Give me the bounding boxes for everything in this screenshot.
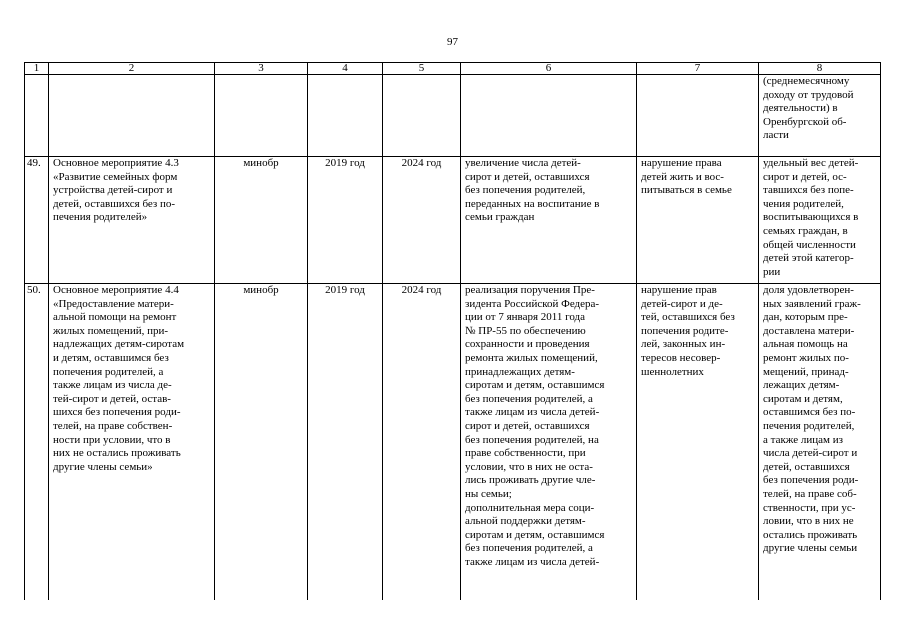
text-line: детей жить и вос- [641,170,724,183]
row-number [25,75,49,157]
text-line: семьи граждан [465,211,535,224]
text-line: ции от 7 января 2011 года [465,311,586,324]
text-line: также лицам из числа детей- [465,406,600,419]
program-measures-table [24,62,881,600]
text-line: доходу от трудовой [763,88,854,101]
text-line: лись проживать другие чле- [465,474,596,487]
text-line: нарушение права [641,157,722,169]
text-line: воспитывающихся в [763,211,859,224]
text-line: детей, оставшихся без по- [53,197,176,210]
text-line: и детям, оставшимся без [53,351,169,364]
text-line: без попечения родителей, а [465,392,593,405]
column-number: 3 [215,63,308,75]
text-line: «Предоставление матери- [53,297,174,310]
text-line: сохранности и проведения [465,338,590,351]
column-number: 5 [383,63,461,75]
text-line: тей, оставшихся без [641,311,735,324]
text-line: также лицам из числа де- [53,379,172,392]
text-line: а также лицам из [763,433,843,446]
text-line: шеннолетних [641,365,704,378]
row-number: 50. [25,284,49,600]
text-line: ловии, что в них не [763,515,854,528]
text-line: доставлена матери- [763,324,855,337]
text-line: сирот и детей, оставшихся [465,170,590,183]
text-line: чения родителей, [763,197,844,210]
page-number: 97 [447,36,458,48]
text-line: ремонт жилых по- [763,351,849,364]
text-line: мещений, принад- [763,365,849,378]
text-line: без попечения родителей, [465,184,586,197]
expected-result-cell [461,75,637,157]
text-line: увеличение числа детей- [465,157,581,169]
table-row [25,157,881,284]
text-line: лежащих детям- [763,379,840,392]
column-number: 4 [308,63,383,75]
text-line: рии [763,265,781,278]
text-line: лей, законных ин- [641,338,726,351]
text-line: детей, оставшихся [763,460,850,473]
expected-result-cell [461,284,637,600]
text-line: другие члены семьи [763,542,858,555]
text-line: дополнительная мера соци- [465,501,595,514]
text-line: ласти [763,129,789,142]
text-line: тей-сирот и детей, остав- [53,392,171,405]
text-line: жилых помещений, при- [53,324,169,337]
executor-cell: минобр [215,284,308,600]
column-number-row [25,63,881,75]
text-line: оставшимся без по- [763,406,856,419]
text-line: альной поддержки детям- [465,515,586,528]
text-line: также лицам из числа детей- [465,555,600,568]
text-line: семьях граждан, в [763,224,848,237]
start-year-cell [308,75,383,157]
text-line: сиротам и детям, [763,392,843,405]
indicator-cell [759,284,881,600]
end-year-cell: 2024 год [383,157,461,284]
text-line: без попечения родителей, а [465,542,593,555]
indicator-cell [759,75,881,157]
text-line: Основное мероприятие 4.3 [53,157,179,169]
column-number: 6 [461,63,637,75]
text-line: ных заявлений граж- [763,297,861,310]
text-line: остались проживать [763,528,858,541]
text-line: Оренбургской об- [763,115,847,128]
text-line: принадлежащих детям- [465,365,575,378]
text-line: (среднемесячному [763,75,850,87]
measure-name-cell [49,157,215,284]
indicator-cell [759,157,881,284]
text-line: шихся без попечения роди- [53,406,181,419]
start-year-cell: 2019 год [308,157,383,284]
text-line: Основное мероприятие 4.4 [53,284,179,296]
text-line: без попечения роди- [763,474,859,487]
text-line: ственности, при ус- [763,501,856,514]
text-line: общей численности [763,238,856,251]
text-line: другие члены семьи» [53,460,153,473]
end-year-cell: 2024 год [383,284,461,600]
executor-cell: минобр [215,157,308,284]
consequence-cell [637,157,759,284]
text-line: нарушение прав [641,284,717,296]
text-line: реализация поручения Пре- [465,284,595,296]
text-line: дан, которым пре- [763,311,848,324]
start-year-cell: 2019 год [308,284,383,600]
text-line: ности при условии, что в [53,433,171,446]
column-number: 8 [759,63,881,75]
text-line: ремонта жилых помещений, [465,351,598,364]
text-line: сиротам и детям, оставшимся [465,528,605,541]
text-line: сирот и детей, оставшихся [465,419,590,432]
text-line: сиротам и детям, оставшимся [465,379,605,392]
text-line: надлежащих детям-сиротам [53,338,185,351]
text-line: переданных на воспитание в [465,197,600,210]
text-line: попечения родите- [641,324,729,337]
text-line: числа детей-сирот и [763,447,858,460]
text-line: устройства детей-сирот и [53,184,173,197]
text-line: удельный вес детей- [763,157,859,169]
executor-cell [215,75,308,157]
text-line: альная помощь на [763,338,848,351]
text-line: «Развитие семейных форм [53,170,178,183]
text-line: детей этой категор- [763,252,854,265]
table-row [25,284,881,600]
column-number: 7 [637,63,759,75]
text-line: ны семьи; [465,487,512,500]
text-line: альной помощи на ремонт [53,311,177,324]
text-line: тересов несовер- [641,351,721,364]
measure-name-cell [49,284,215,600]
text-line: сирот и детей, ос- [763,170,847,183]
text-line: телей, на праве соб- [763,487,857,500]
column-number: 2 [49,63,215,75]
text-line: деятельности) в [763,102,838,115]
end-year-cell [383,75,461,157]
expected-result-cell [461,157,637,284]
measure-name-cell [49,75,215,157]
text-line: попечения родителей, а [53,365,164,378]
text-line: питываться в семье [641,184,732,197]
text-line: телей, на праве собствен- [53,419,173,432]
column-number: 1 [25,63,49,75]
text-line: зидента Российской Федера- [465,297,600,310]
text-line: печения родителей, [763,419,855,432]
consequence-cell [637,75,759,157]
table-row [25,75,881,157]
text-line: праве собственности, при [465,447,586,460]
text-line: детей-сирот и де- [641,297,723,310]
text-line: печения родителей» [53,211,148,224]
text-line: № ПР-55 по обеспечению [465,324,586,337]
text-line: условии, что в них не оста- [465,460,593,473]
text-line: тавшихся без попе- [763,184,854,197]
text-line: них не остались проживать [53,447,181,460]
row-number: 49. [25,157,49,284]
text-line: без попечения родителей, на [465,433,599,446]
text-line: доля удовлетворен- [763,284,854,296]
consequence-cell [637,284,759,600]
